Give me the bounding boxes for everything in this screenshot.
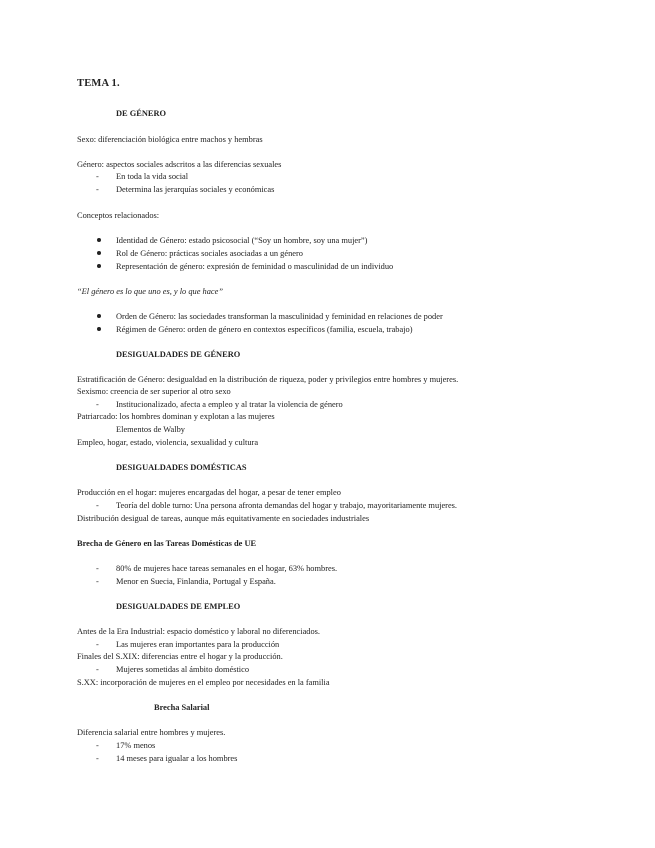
definition-distribucion: Distribución desigual de tareas, aunque más equitativamente en sociedades industriales: [77, 514, 370, 523]
dash-marker: -: [96, 754, 99, 763]
dash-marker: -: [96, 741, 99, 750]
list-item: Institucionalizado, afecta a empleo y al tratar la violencia de género: [116, 400, 343, 409]
list-item: 14 meses para igualar a los hombres: [116, 754, 238, 763]
list-item: Mujeres sometidas al ámbito doméstico: [116, 665, 250, 674]
bullet-item: Rol de Género: prácticas sociales asociadas a un género: [116, 249, 303, 258]
list-item: Teoría del doble turno: Una persona afronta demandas del hogar y trabajo, mayoritariamente mujeres.: [116, 501, 458, 510]
bullet-marker: [97, 264, 101, 268]
conceptos-label: Conceptos relacionados:: [77, 211, 160, 220]
subheading-brecha-tareas: Brecha de Género en las Tareas Domésticas de UE: [77, 539, 257, 548]
definition-produccion: Producción en el hogar: mujeres encargadas del hogar, a pesar de tener empleo: [77, 488, 341, 497]
bullet-marker: [97, 251, 101, 255]
definition-sexismo: Sexismo: creencia de ser superior al otro sexo: [77, 387, 231, 396]
definition-antes: Antes de la Era Industrial: espacio doméstico y laboral no diferenciados.: [77, 627, 321, 636]
dash-marker: -: [96, 501, 99, 510]
subheading-brecha-salarial: Brecha Salarial: [154, 703, 210, 712]
list-item: 80% de mujeres hace tareas semanales en el hogar, 63% hombres.: [116, 564, 338, 573]
list-item: En toda la vida social: [116, 172, 189, 181]
dash-marker: -: [96, 172, 99, 181]
definition-sexo: Sexo: diferenciación biológica entre machos y hembras: [77, 135, 263, 144]
list-item: Las mujeres eran importantes para la producción: [116, 640, 280, 649]
bullet-item: Identidad de Género: estado psicosocial (“Soy un hombre, soy una mujer”): [116, 236, 368, 245]
walby-label: Elementos de Walby: [116, 425, 185, 434]
section-heading-desigualdades-genero: DESIGUALDADES DE GÉNERO: [116, 350, 241, 359]
definition-estratificacion: Estratificación de Género: desigualdad en la distribución de riqueza, poder y privilegios entre hombres y mujeres.: [77, 375, 459, 384]
list-item: Menor en Suecia, Finlandia, Portugal y España.: [116, 577, 276, 586]
list-item: 17% menos: [116, 741, 156, 750]
bullet-item: Régimen de Género: orden de género en contextos específicos (familia, escuela, trabajo): [116, 325, 413, 334]
dash-marker: -: [96, 640, 99, 649]
section-heading-domesticas: DESIGUALDADES DOMÉSTICAS: [116, 463, 247, 472]
section-heading-genero: DE GÉNERO: [116, 109, 167, 118]
bullet-marker: [97, 238, 101, 242]
dash-marker: -: [96, 564, 99, 573]
bullet-item: Orden de Género: las sociedades transforman la masculinidad y feminidad en relaciones de poder: [116, 312, 443, 321]
bullet-marker: [97, 327, 101, 331]
dash-marker: -: [96, 577, 99, 586]
list-item: Determina las jerarquías sociales y económicas: [116, 185, 275, 194]
definition-diferencia: Diferencia salarial entre hombres y mujeres.: [77, 728, 226, 737]
definition-sxx: S.XX: incorporación de mujeres en el empleo por necesidades en la familia: [77, 678, 330, 687]
definition-genero: Género: aspectos sociales adscritos a las diferencias sexuales: [77, 160, 282, 169]
quote: “El género es lo que uno es, y lo que hace”: [77, 287, 223, 296]
bullet-marker: [97, 314, 101, 318]
dash-marker: -: [96, 400, 99, 409]
definition-patriarcado: Patriarcado: los hombres dominan y explotan a las mujeres: [77, 412, 275, 421]
dash-marker: -: [96, 185, 99, 194]
definition-finales: Finales del S.XIX: diferencias entre el hogar y la producción.: [77, 652, 283, 661]
walby-elements: Empleo, hogar, estado, violencia, sexualidad y cultura: [77, 438, 259, 447]
page-title: TEMA 1.: [77, 78, 120, 89]
section-heading-empleo: DESIGUALDADES DE EMPLEO: [116, 602, 241, 611]
dash-marker: -: [96, 665, 99, 674]
bullet-item: Representación de género: expresión de feminidad o masculinidad de un individuo: [116, 262, 394, 271]
